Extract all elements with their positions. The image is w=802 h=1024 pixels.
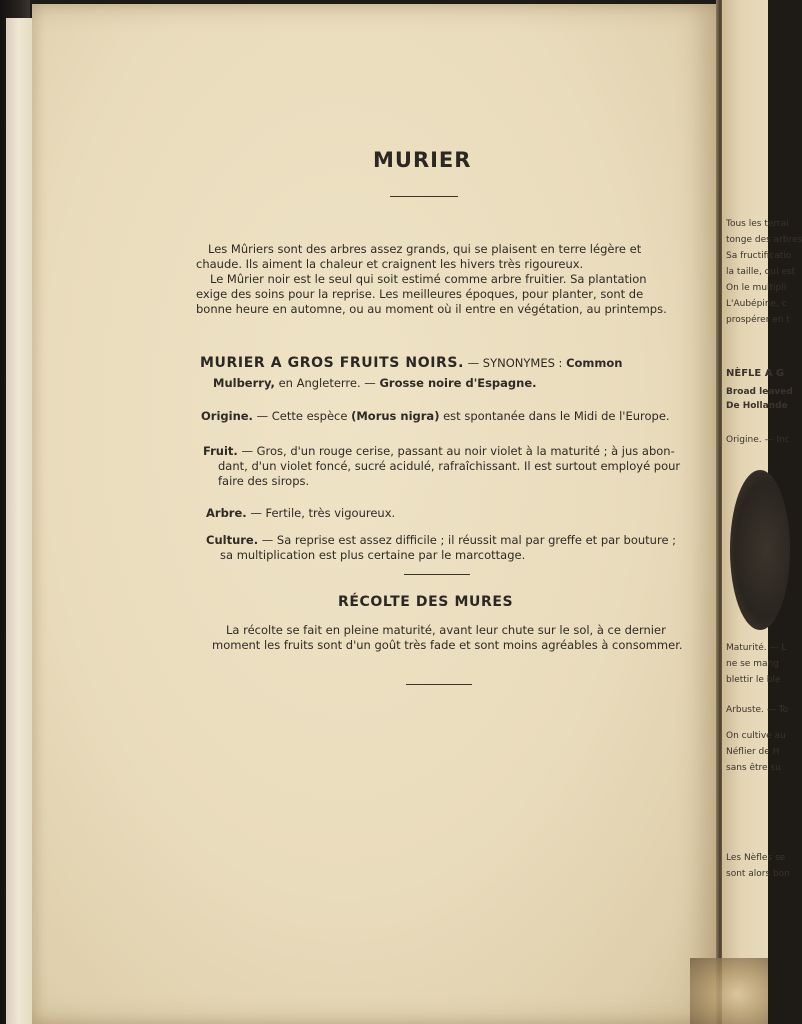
- right-snippet: L'Aubépine, c: [726, 299, 787, 309]
- fruit-label: Fruit.: [203, 444, 238, 458]
- culture-label: Culture.: [206, 533, 259, 547]
- fruit-line-3: faire des sirops.: [218, 474, 310, 488]
- section-rule: [404, 574, 470, 575]
- origine-text-2: est spontanée dans le Midi de l'Europe.: [443, 409, 670, 423]
- arbre-label: Arbre.: [206, 506, 247, 520]
- arbre-paragraph: [206, 506, 395, 521]
- right-snippet: la taille, qui est: [726, 267, 796, 277]
- synonyms-intro: — SYNONYMES :: [467, 356, 563, 370]
- origine-latin: (Morus nigra): [351, 409, 440, 423]
- synonym-mulberry-suffix: en Angleterre. —: [278, 376, 376, 390]
- intro-line-5: bonne heure en automne, ou au moment où il entre en végétation, au printemps.: [196, 302, 667, 316]
- origine-label: Origine.: [201, 409, 253, 423]
- origine-paragraph: [201, 409, 670, 424]
- intro-line-1: Les Mûriers sont des arbres assez grands, qui se plaisent en terre légère et: [208, 242, 642, 256]
- right-snippet: On le multipli: [726, 283, 787, 293]
- culture-text-1: — Sa reprise est assez difficile ; il réussit mal par greffe et par bouture ;: [261, 533, 677, 547]
- right-snippet: tonge des arbres: [726, 235, 802, 245]
- right-lower: On cultive au: [726, 731, 786, 741]
- right-origine: Origine. — Inc: [726, 435, 790, 445]
- intro-line-4: exige des soins pour la reprise. Les meilleures époques, pour planter, sont de: [196, 287, 644, 301]
- right-page: [722, 0, 802, 1024]
- right-snippet: Tous les terrai: [726, 219, 789, 229]
- right-snippet: Sa fructificatio: [726, 251, 792, 261]
- right-lower: ne se mang: [726, 659, 779, 669]
- fruit-line-1: [203, 444, 675, 459]
- variety-synonyms-line: [213, 376, 537, 391]
- recolte-line-1: La récolte se fait en pleine maturité, avant leur chute sur le sol, à ce dernier: [226, 623, 666, 637]
- left-page: [32, 4, 722, 1024]
- title-rule: [390, 196, 458, 197]
- culture-line-2: sa multiplication est plus certaine par le marcottage.: [220, 548, 526, 562]
- right-lower: Arbuste. — To: [726, 705, 789, 715]
- right-snippet: prospérer en t: [726, 315, 790, 325]
- right-lower: Maturité. — L: [726, 643, 787, 653]
- recolte-heading: RÉCOLTE DES MURES: [338, 594, 514, 610]
- intro-line-3: Le Mûrier noir est le seul qui soit estimé comme arbre fruitier. Sa plantation: [210, 272, 647, 286]
- right-lower: sont alors bon: [726, 869, 790, 879]
- right-lower: sans être su: [726, 763, 781, 773]
- right-lower: Néflier de H: [726, 747, 780, 757]
- right-lower: Les Nèfles se: [726, 853, 786, 863]
- end-rule: [406, 684, 472, 685]
- variety-name: MURIER A GROS FRUITS NOIRS.: [200, 355, 464, 371]
- fruit-illustration: [730, 470, 790, 630]
- corner-thumb-shadow: [690, 958, 768, 1024]
- right-sub-1: Broad leaved: [726, 387, 793, 397]
- fruit-line-2: dant, d'un violet foncé, sucré acidulé, rafraîchissant. Il est surtout employé pour: [218, 459, 681, 473]
- synonym-mulberry: Mulberry,: [213, 376, 275, 390]
- variety-heading: [200, 356, 622, 371]
- arbre-text: — Fertile, très vigoureux.: [250, 506, 396, 520]
- right-heading: NÈFLE A G: [726, 368, 785, 379]
- fruit-text-1: — Gros, d'un rouge cerise, passant au noir violet à la maturité ; à jus abon-: [241, 444, 675, 458]
- synonym-common: Common: [566, 356, 623, 370]
- recolte-line-2: moment les fruits sont d'un goût très fade et sont moins agréables à consommer.: [212, 638, 683, 652]
- synonym-grosse-noire: Grosse noire d'Espagne.: [379, 376, 537, 390]
- origine-text-1: — Cette espèce: [256, 409, 348, 423]
- culture-line-1: [206, 533, 676, 548]
- intro-line-2: chaude. Ils aiment la chaleur et craignent les hivers très rigoureux.: [196, 257, 584, 271]
- page-title: MURIER: [373, 148, 472, 172]
- right-lower: blettir le ble: [726, 675, 781, 685]
- right-sub-2: De Hollande: [726, 401, 788, 411]
